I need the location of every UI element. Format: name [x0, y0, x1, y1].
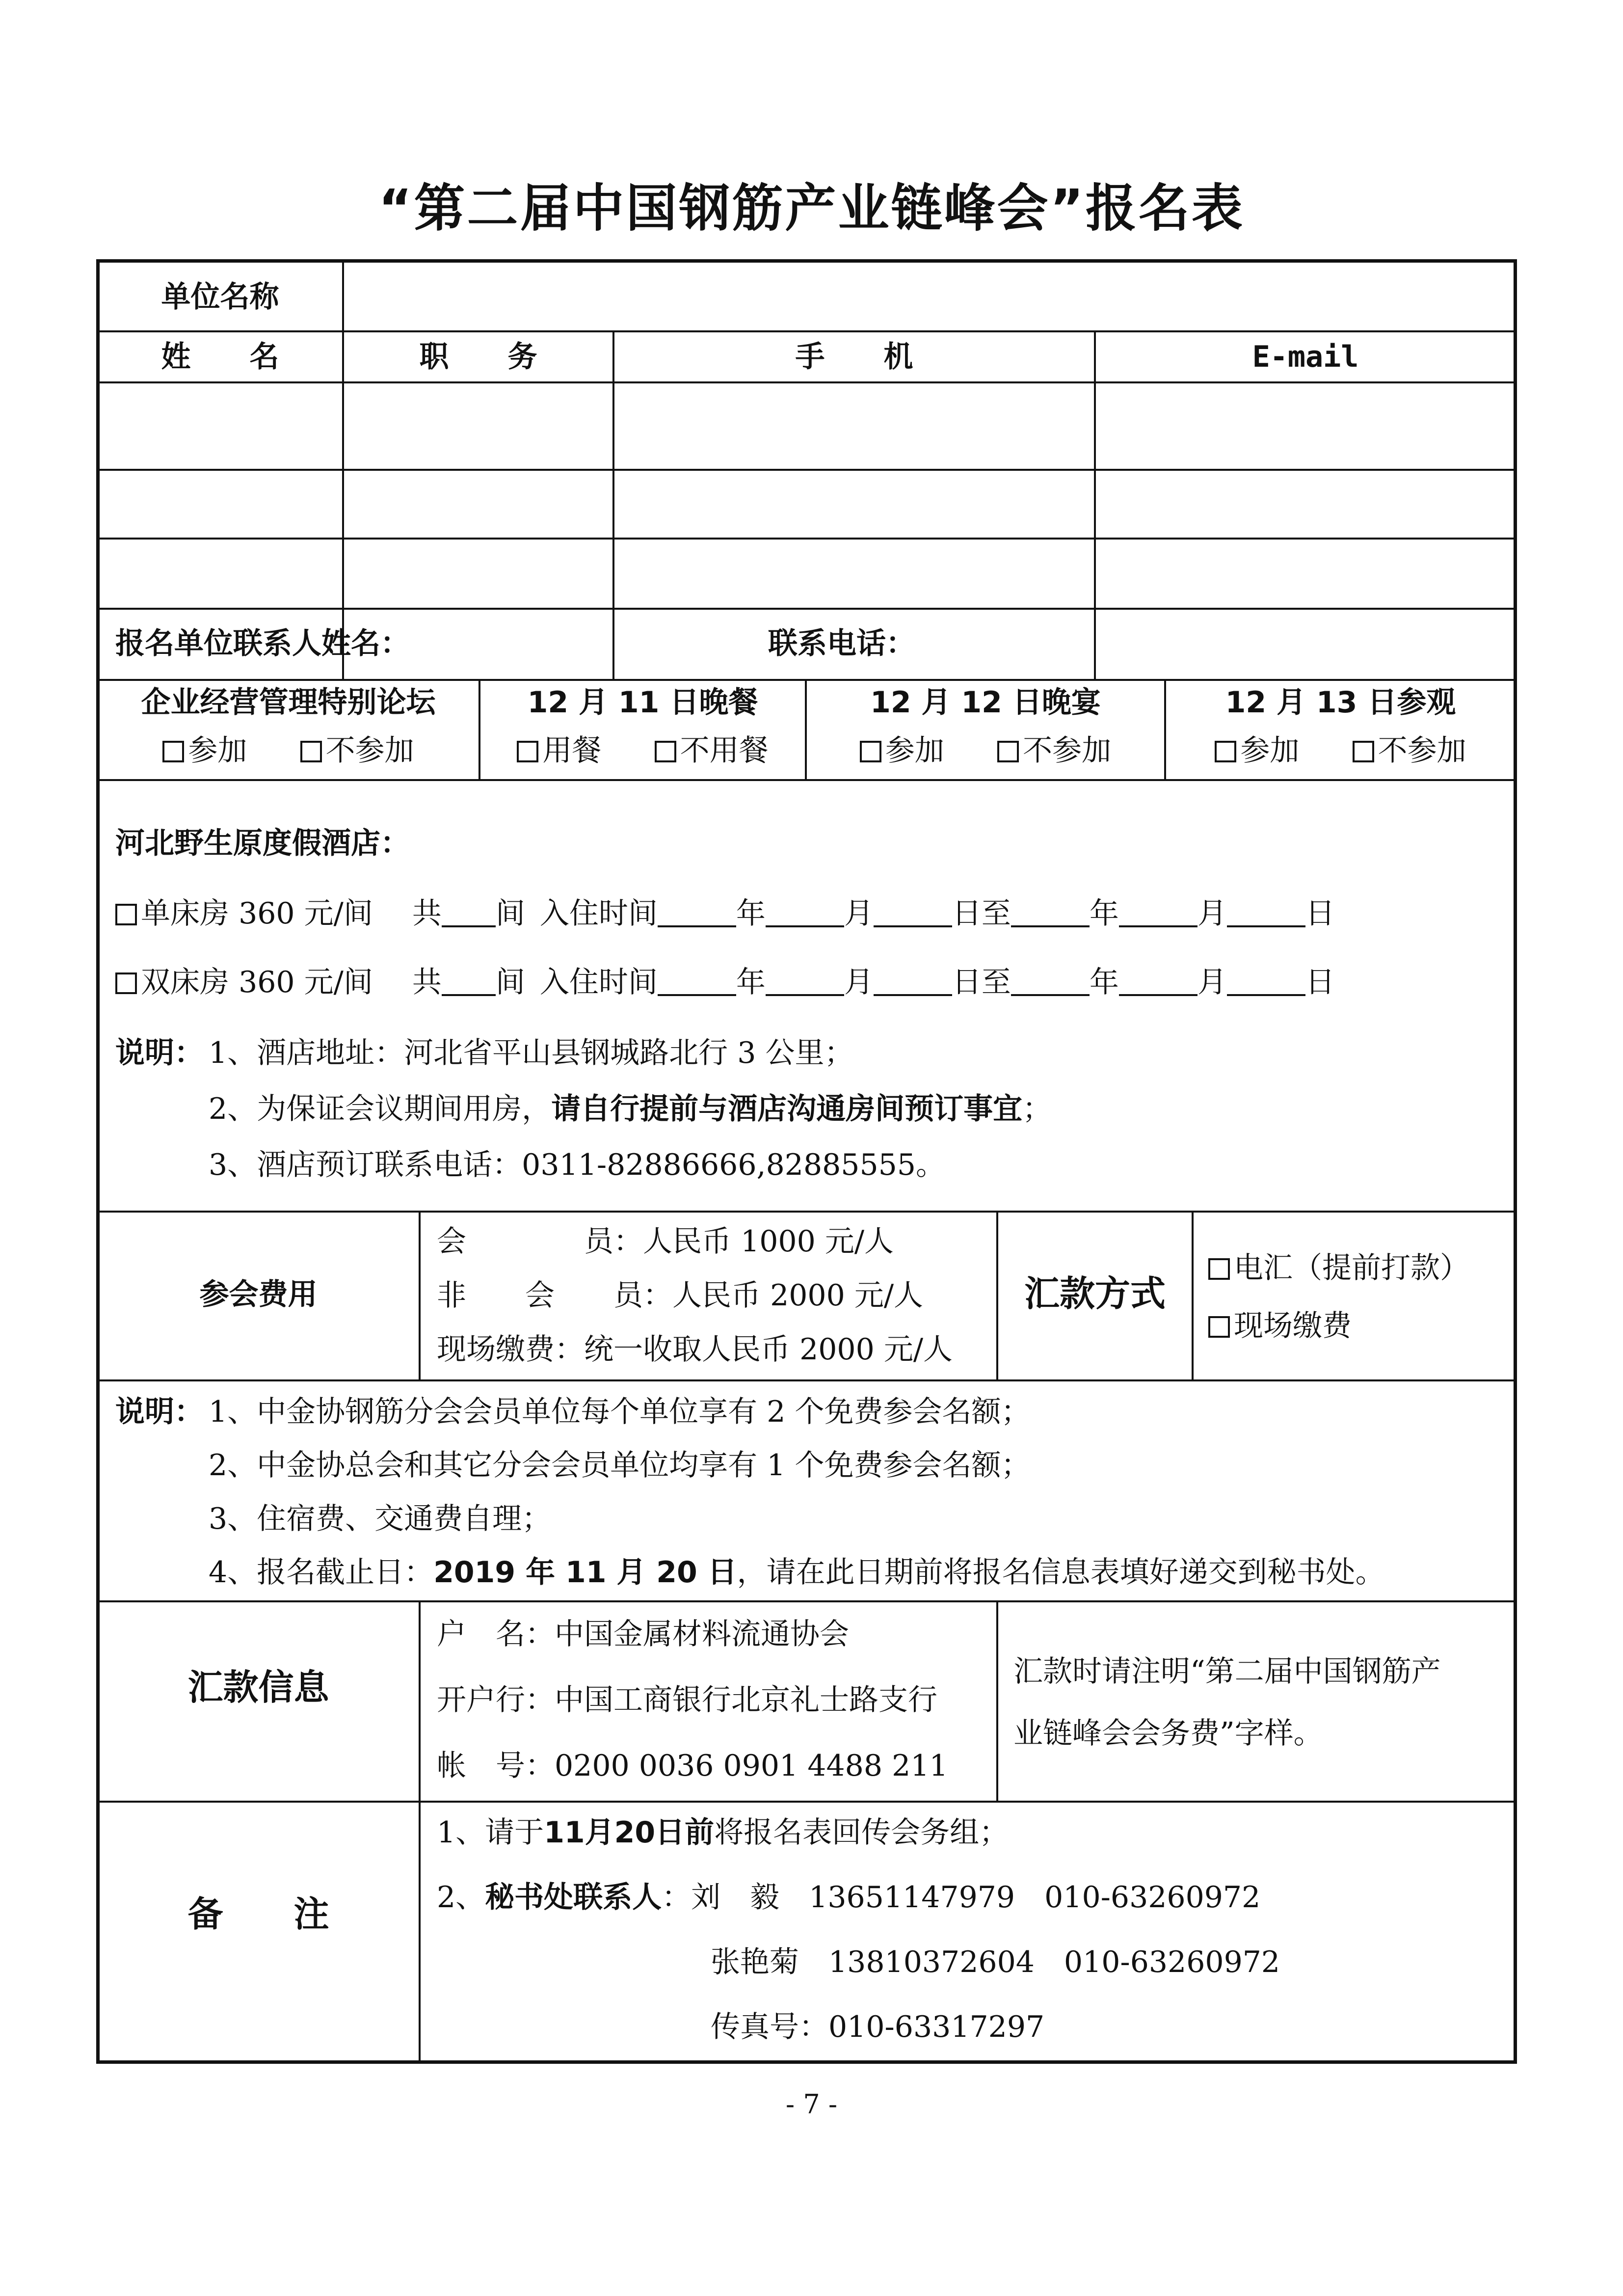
contact-phone-label: 联系电话：	[768, 626, 915, 661]
event-banquet-title: 12 月 12 日晚宴	[870, 685, 1101, 720]
remarks-label: 备 注	[187, 1893, 329, 1935]
room-count-blank[interactable]	[442, 967, 496, 996]
event-dinner-options: 用餐 不用餐	[480, 734, 805, 767]
hotel-note-3: 3、酒店预订联系电话：0311-82886666,82885555。	[209, 1148, 945, 1182]
remit-bank: 开户行：中国工商银行北京礼士路支行	[437, 1683, 937, 1717]
payment-option-wire: 电汇（提前打款）	[1208, 1252, 1469, 1284]
event-visit-options: 参加 不参加	[1166, 734, 1515, 767]
note-1: 1、中金协钢筋分会会员单位每个单位享有 2 个免费参会名额；	[209, 1395, 1031, 1429]
row-divider	[98, 608, 1515, 610]
fee-member: 会 员：人民币 1000 元/人	[437, 1224, 894, 1259]
row-divider	[98, 1600, 1515, 1602]
col-divider	[1192, 1211, 1194, 1379]
checkbox[interactable]	[655, 741, 676, 762]
event-forum-options: 参加 不参加	[98, 734, 479, 767]
hotel-note-1: 1、酒店地址：河北省平山县钢城路北行 3 公里；	[209, 1036, 854, 1070]
checkbox[interactable]	[162, 741, 184, 762]
remark-1: 1、请于11月20日前将报名表回传会务组；	[437, 1815, 1009, 1850]
year-blank[interactable]	[658, 967, 736, 996]
event-banquet-options: 参加 不参加	[807, 734, 1164, 767]
checkbox[interactable]	[1215, 741, 1236, 762]
note-2: 2、中金协总会和其它分会会员单位均享有 1 个免费参会名额；	[209, 1448, 1031, 1483]
room-single-line: 单床房 360 元/间 共 间 入住时间 年 月 日至 年 月 日	[115, 897, 1335, 930]
remark-3: 张艳菊 13810372604 010-63260972	[711, 1945, 1280, 1979]
day-blank[interactable]	[874, 967, 952, 996]
header-mobile: 手 机	[795, 340, 913, 374]
checkbox[interactable]	[115, 904, 137, 925]
checkbox[interactable]	[300, 741, 322, 762]
remit-remark-2: 业链峰会会务费”字样。	[1013, 1716, 1323, 1751]
header-email: E-mail	[1252, 340, 1359, 374]
attendee-row[interactable]	[98, 540, 1515, 608]
checkbox[interactable]	[1208, 1258, 1230, 1280]
attendee-row[interactable]	[98, 383, 1515, 469]
remit-account-name: 户 名：中国金属材料流通协会	[437, 1617, 849, 1651]
hotel-name: 河北野生原度假酒店：	[115, 826, 410, 861]
year-blank[interactable]	[1011, 967, 1090, 996]
room-count-blank[interactable]	[442, 898, 496, 927]
payment-method-label: 汇款方式	[1024, 1273, 1166, 1314]
checkbox[interactable]	[1208, 1316, 1230, 1338]
col-divider	[419, 1211, 421, 1379]
row-divider	[98, 1801, 1515, 1803]
fee-non-member: 非 会 员：人民币 2000 元/人	[437, 1278, 924, 1313]
remit-remark-1: 汇款时请注明“第二届中国钢筋产	[1013, 1654, 1441, 1689]
note-3: 3、住宿费、交通费自理；	[209, 1502, 552, 1536]
header-name: 姓 名	[161, 340, 279, 374]
year-blank[interactable]	[658, 898, 736, 927]
month-blank[interactable]	[1119, 898, 1197, 927]
checkbox[interactable]	[997, 741, 1019, 762]
checkbox[interactable]	[860, 741, 881, 762]
remark-4: 传真号：010-63317297	[711, 2010, 1045, 2044]
event-dinner-title: 12 月 11 日晚餐	[527, 685, 758, 720]
row-divider	[98, 330, 1515, 332]
attendee-row[interactable]	[98, 471, 1515, 538]
col-divider	[996, 1600, 998, 1801]
contact-person-label: 报名单位联系人姓名：	[115, 626, 410, 661]
day-blank[interactable]	[1227, 898, 1305, 927]
page-number: - 7 -	[785, 2089, 838, 2120]
note-4: 4、报名截止日：2019 年 11 月 20 日，请在此日期前将报名信息表填好递交到秘书处。	[209, 1555, 1385, 1590]
checkbox[interactable]	[517, 741, 538, 762]
day-blank[interactable]	[874, 898, 952, 927]
notes-label: 说明：	[115, 1395, 204, 1429]
checkbox[interactable]	[115, 972, 137, 994]
month-blank[interactable]	[766, 898, 844, 927]
remit-account-number: 帐 号：0200 0036 0901 4488 211	[437, 1749, 948, 1783]
col-divider	[419, 1600, 421, 2062]
checkbox[interactable]	[1353, 741, 1374, 762]
remittance-label: 汇款信息	[187, 1667, 329, 1708]
day-blank[interactable]	[1227, 967, 1305, 996]
remark-2: 2、秘书处联系人：刘 毅 13651147979 010-63260972	[437, 1880, 1261, 1915]
month-blank[interactable]	[766, 967, 844, 996]
payment-option-onsite: 现场缴费	[1208, 1310, 1352, 1342]
row-divider	[98, 779, 1515, 781]
unit-name-field[interactable]	[344, 261, 1515, 330]
hotel-notes-label: 说明：	[115, 1036, 204, 1070]
room-double-line: 双床房 360 元/间 共 间 入住时间 年 月 日至 年 月 日	[115, 966, 1335, 999]
hotel-note-2: 2、为保证会议期间用房，请自行提前与酒店沟通房间预订事宜；	[209, 1092, 1052, 1126]
fees-label: 参会费用	[199, 1277, 318, 1312]
header-position: 职 务	[419, 340, 537, 374]
year-blank[interactable]	[1011, 898, 1090, 927]
form-title: “第二届中国钢筋产业链峰会”报名表	[378, 178, 1245, 238]
row-divider	[98, 1211, 1515, 1213]
unit-name-label: 单位名称	[161, 280, 279, 314]
event-forum-title: 企业经营管理特别论坛	[141, 685, 436, 720]
event-visit-title: 12 月 13 日参观	[1225, 685, 1456, 720]
row-divider	[98, 1379, 1515, 1381]
fee-onsite: 现场缴费：统一收取人民币 2000 元/人	[437, 1332, 953, 1367]
month-blank[interactable]	[1119, 967, 1197, 996]
